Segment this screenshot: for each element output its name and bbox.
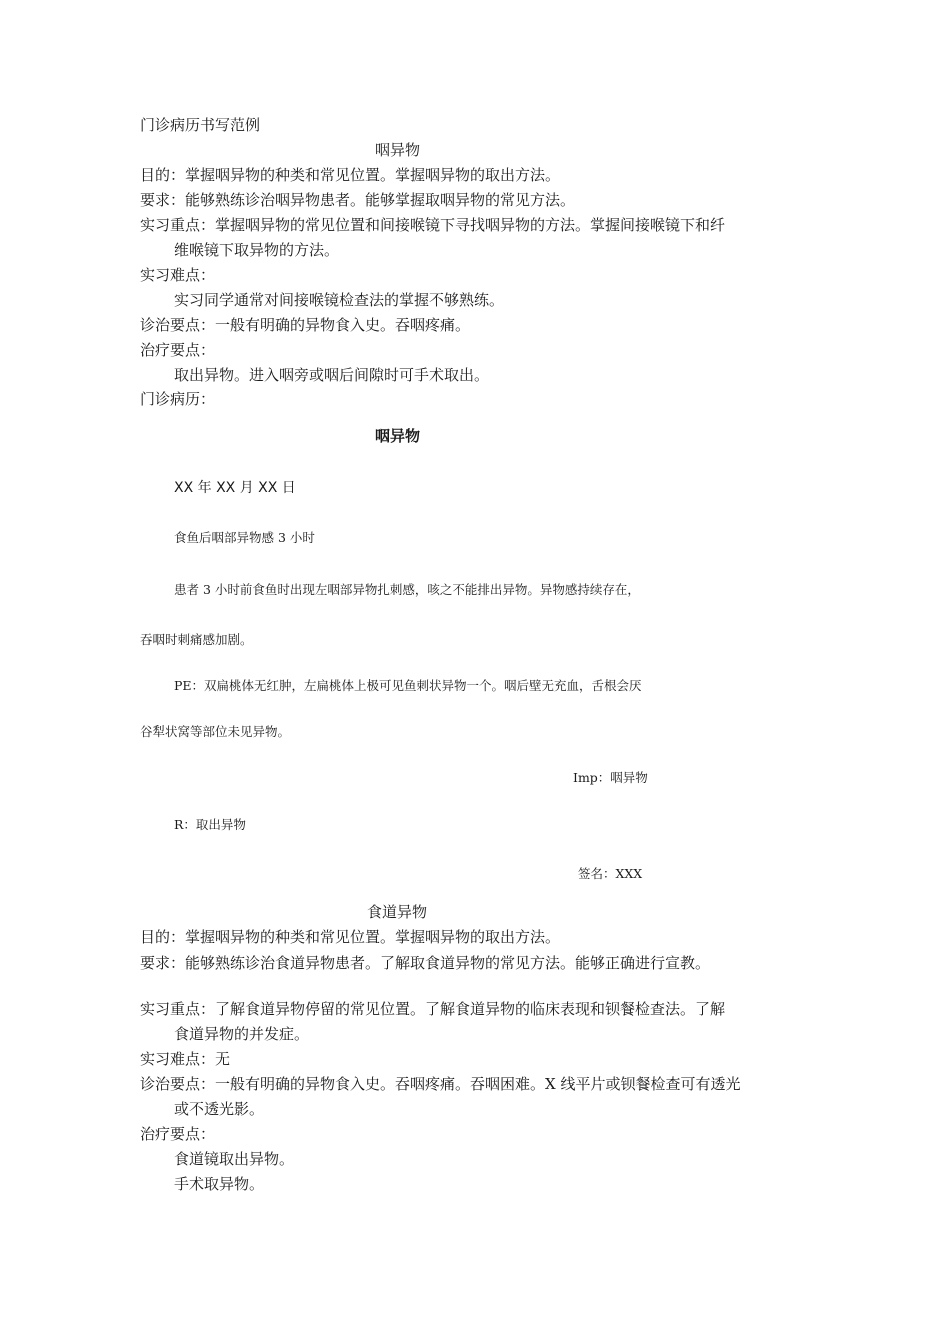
chief-complaint: 食鱼后咽部异物感 3 小时 bbox=[174, 530, 315, 545]
physical-exam-line-cont: 谷犁状窝等部位未见异物。 bbox=[140, 724, 291, 739]
purpose-line-2: 目的：掌握咽异物的种类和常见位置。掌握咽异物的取出方法。 bbox=[140, 928, 561, 946]
impression: Imp：咽异物 bbox=[573, 770, 648, 785]
requirement-line: 要求：能够熟练诊治咽异物患者。能够掌握取咽异物的常见方法。 bbox=[140, 191, 576, 209]
history-line-cont: 吞咽时刺痛感加剧。 bbox=[140, 632, 253, 647]
key-points-line-2: 实习重点：了解食道异物停留的常见位置。了解食道异物的临床表现和钡餐检查法。了解 bbox=[140, 1000, 726, 1018]
purpose-line: 目的：掌握咽异物的种类和常见位置。掌握咽异物的取出方法。 bbox=[140, 166, 561, 184]
physical-exam-line: PE：双扁桃体无红肿，左扁桃体上极可见鱼刺状异物一个。咽后壁无充血，舌根会厌 bbox=[174, 678, 642, 693]
record-label: 门诊病历： bbox=[140, 390, 216, 408]
signature: 签名：XXX bbox=[578, 866, 643, 881]
diagnosis-line-2: 诊治要点：一般有明确的异物食入史。吞咽疼痛。吞咽困难。X 线平片或钡餐检查可有透光 bbox=[140, 1075, 741, 1093]
treatment-label: 治疗要点： bbox=[140, 341, 216, 359]
treatment-item: 手术取异物。 bbox=[174, 1175, 265, 1193]
difficulty-text: 实习同学通常对间接喉镜检查法的掌握不够熟练。 bbox=[174, 291, 505, 309]
section-heading-esophagus: 食道异物 bbox=[367, 903, 428, 921]
diagnosis-line-2-cont: 或不透光影。 bbox=[174, 1100, 265, 1118]
treatment-item: 食道镜取出异物。 bbox=[174, 1150, 295, 1168]
key-points-line: 实习重点：掌握咽异物的常见位置和间接喉镜下寻找咽异物的方法。掌握间接喉镜下和纤 bbox=[140, 216, 726, 234]
document-title: 门诊病历书写范例 bbox=[140, 116, 261, 134]
treatment-label-2: 治疗要点： bbox=[140, 1125, 216, 1143]
plan: R：取出异物 bbox=[174, 817, 246, 832]
record-title: 咽异物 bbox=[375, 427, 421, 445]
history-line: 患者 3 小时前食鱼时出现左咽部异物扎刺感，咳之不能排出异物。异物感持续存在， bbox=[174, 582, 640, 597]
difficulty-line-2: 实习难点：无 bbox=[140, 1050, 231, 1068]
key-points-line-2-cont: 食道异物的并发症。 bbox=[174, 1025, 310, 1043]
treatment-text: 取出异物。进入咽旁或咽后间隙时可手术取出。 bbox=[174, 366, 490, 384]
requirement-line-2: 要求：能够熟练诊治食道异物患者。了解取食道异物的常见方法。能够正确进行宣教。 bbox=[140, 954, 711, 972]
diagnosis-line: 诊治要点：一般有明确的异物食入史。吞咽疼痛。 bbox=[140, 316, 471, 334]
difficulty-label: 实习难点： bbox=[140, 266, 216, 284]
section-heading-pharynx: 咽异物 bbox=[375, 141, 421, 159]
record-date: XX 年 XX 月 XX 日 bbox=[174, 480, 296, 496]
key-points-line-cont: 维喉镜下取异物的方法。 bbox=[174, 241, 340, 259]
